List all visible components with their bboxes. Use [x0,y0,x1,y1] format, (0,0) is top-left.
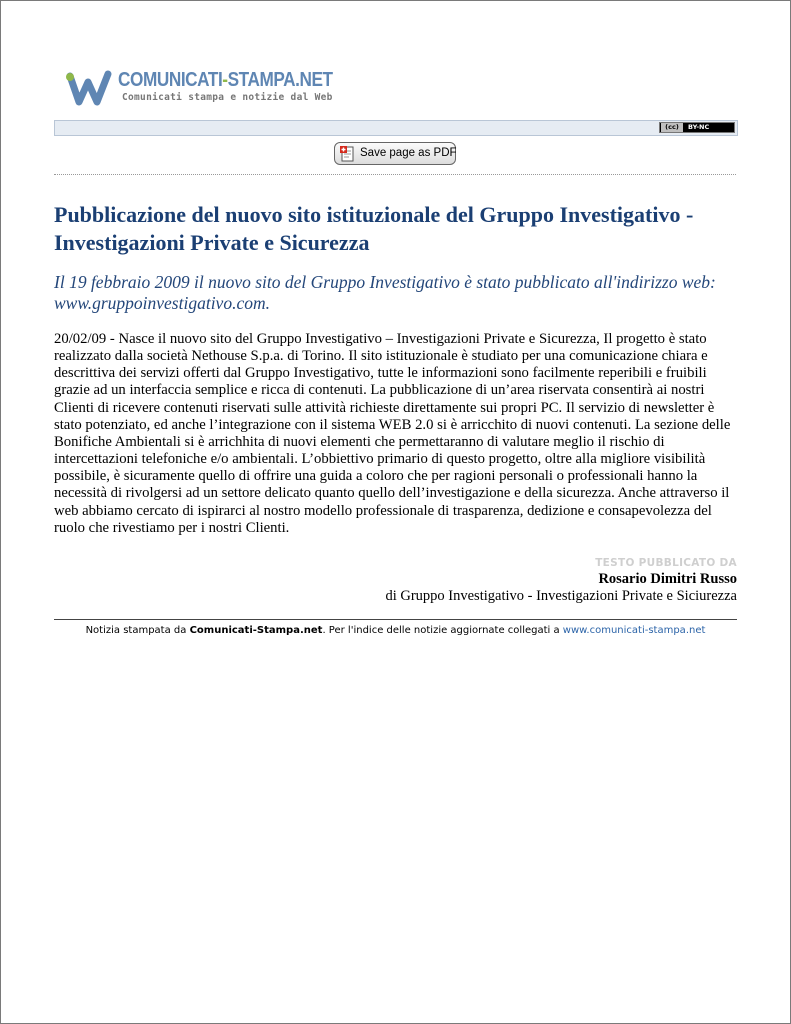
pdf-icon [340,146,355,162]
author-organization: di Gruppo Investigativo - Investigazioni Private e Siciurezza [385,588,737,604]
footer-middle: . Per l'indice delle notizie aggiornate collegati a [322,625,563,636]
published-by-label: TESTO PUBBLICATO DA [595,557,737,569]
dotted-separator [54,174,736,175]
footer-divider [54,619,737,620]
logo-subtitle: Comunicati stampa e notizie dal Web [122,92,333,103]
cc-icon: (cc) [661,123,683,132]
author-name: Rosario Dimitri Russo [598,571,737,587]
article-body: 20/02/09 - Nasce il nuovo sito del Gruppo Investigativo – Investigazioni Private e Sicurezza, Il progetto è stato realizzato dalla società Nethouse S.p.a. di Torino. Il sito istituzionale è studiato per una comunicazione chiara e descrittiva dei servizi offerti dal Gruppo Investigativo, tutte le informazioni sono facilmente reperibili e fruibili grazie ad un interfaccia semplice e ricca di contenuti. La pubblicazione di un’area riservata consentirà ai nostri Clienti di ricevere contenuti riservati sulle attività richieste direttamente sui propri PC. Il servizio di newsletter è stato potenziato, ed anche l’integrazione con il sistema WEB 2.0 si è arricchito di nuovi contenuti. La sezione delle Bonifiche Ambientali si è arrichhita di nuovi elementi che permettaranno di valutare meglio il rischio di intercettazioni telefoniche e/o ambientali. L’obbiettivo primario di questo progetto, oltre alla migliore visibilità possibile, è sicuramente quello di offrire una guida a coloro che per ragioni personali o professionali hanno la necessità di rivolgersi ad un settore delicato quanto quello dell’investigazione e della sicurezza. Anche attraverso il web abbiamo cercato di ispirarci al nostro modello professionale di trasparenza, dedizione e consapevolezza del ruolo che rivestiamo per i nostri Clienti. [54,331,731,536]
article-title: Pubblicazione del nuovo sito istituzionale del Gruppo Investigativo - Investigazioni Private e Sicurezza [54,202,694,255]
license-type: BY-NC [688,123,710,131]
article-subtitle: Il 19 febbraio 2009 il nuovo sito del Gruppo Investigativo è stato pubblicato all'indirizzo web: www.gruppoinvestigativo.com. [54,272,716,313]
logo-w-icon [64,68,118,108]
footer-note [54,625,737,636]
site-logo[interactable] [64,68,344,110]
footer-prefix: Notizia stampata da [85,625,190,636]
logo-title: COMUNICATI-STAMPA.NET [118,69,333,91]
footer-link[interactable]: www.comunicati-stampa.net [562,625,706,636]
header-bar [54,120,738,136]
save-pdf-label: Save page as PDF [360,147,457,159]
footer-site-name: Comunicati-Stampa.net [189,625,323,636]
cc-license-badge[interactable] [659,122,735,133]
save-pdf-button[interactable] [334,142,456,165]
